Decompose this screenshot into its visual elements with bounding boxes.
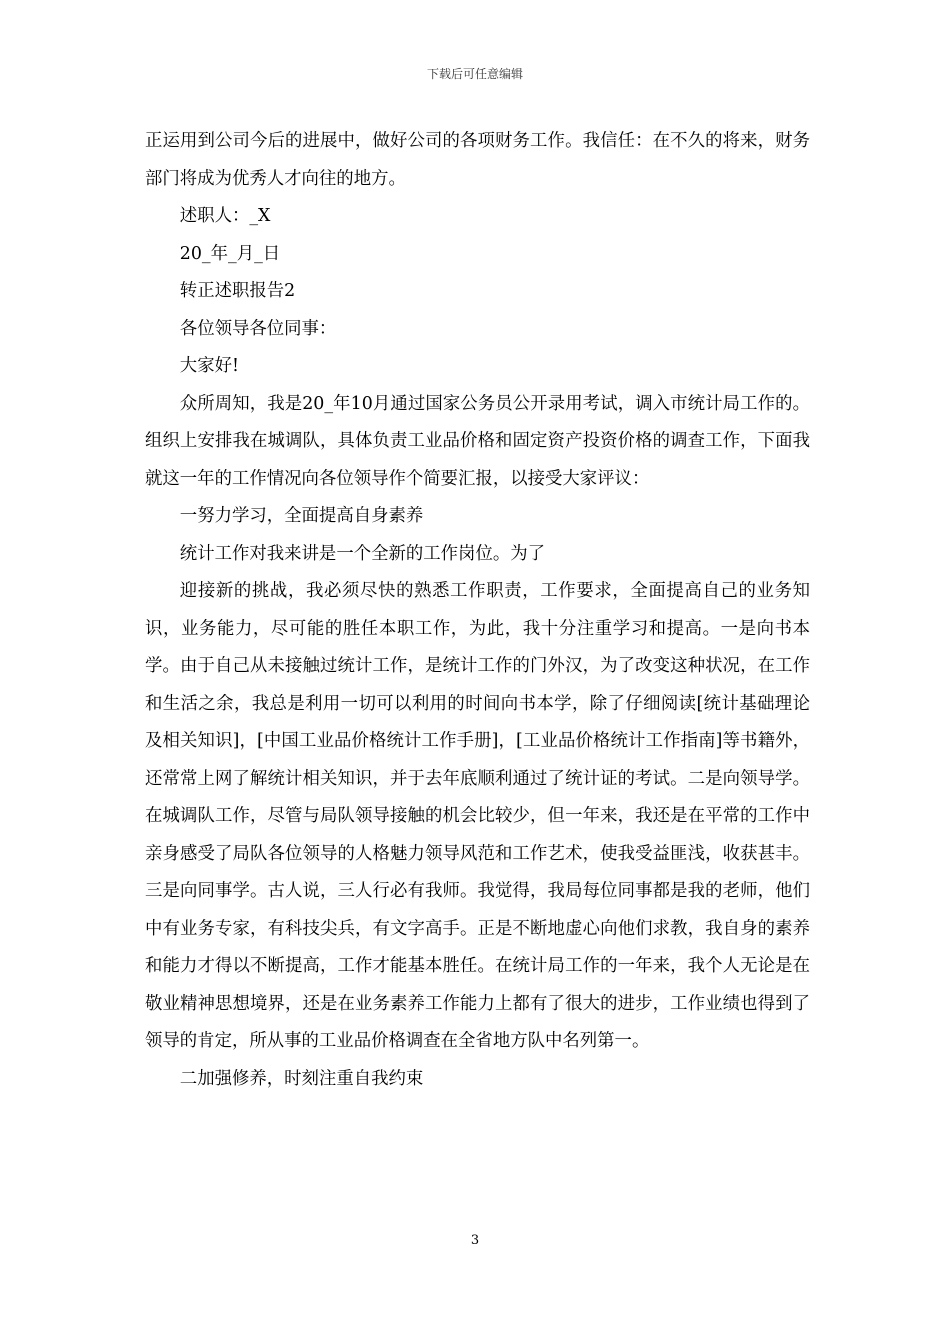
paragraph: 正运用到公司今后的进展中，做好公司的各项财务工作。我信任：在不久的将来，财务部门将成为优秀人才向往的地方。: [145, 131, 810, 189]
paragraph: 20_年_月_日: [179, 243, 281, 264]
paragraph: 各位领导各位同事：: [179, 318, 337, 339]
paragraph: 二加强修养，时刻注重自我约束: [179, 1068, 424, 1089]
paragraph: 转正述职报告2: [179, 281, 296, 301]
paragraph: 迎接新的挑战，我必须尽快的熟悉工作职责，工作要求，全面提高自己的业务知识，业务能力，尽可能的胜任本职工作，为此，我十分注重学习和提高。一是向书本学。由于自己从未接触过统计工作，是统计工作的门外汉，为了改变这种状况，在工作和生活之余，我总是利用一切可以利用的时间向书本学，除了仔细阅读[统计基础理论及相关知识]，[中国工业品价格统计工作手册]，[工业品价格统计工作指南]等书籍外，还常常上网了解统计相关知识，并于去年底顺利通过了统计证的考试。二是向领导学。在城调队工作，尽管与局队领导接触的机会比较少，但一年来，我还是在平常的工作中亲身感受了局队各位领导的人格魅力领导风范和工作艺术，使我受益匪浅，收获甚丰。三是向同事学。古人说，三人行必有我师。我觉得，我局每位同事都是我的老师，他们中有业务专家，有科技尖兵，有文字高手。正是不断地虚心向他们求教，我自身的素养和能力才得以不断提高，工作才能基本胜任。在统计局工作的一年来，我个人无论是在敬业精神思想境界，还是在业务素养工作能力上都有了很大的进步，工作业绩也得到了领导的肯定，所从事的工业品价格调查在全省地方队中名列第一。: [145, 581, 810, 1051]
paragraph: 大家好!: [179, 356, 239, 376]
paragraph: 述职人：_X: [179, 206, 271, 226]
document-body: [145, 123, 810, 1098]
page-number: 3: [470, 1233, 480, 1248]
header-note: 下载后可任意编辑: [426, 67, 523, 81]
paragraph: 统计工作对我来讲是一个全新的工作岗位。为了: [179, 543, 546, 564]
paragraph: 众所周知，我是20_年10月通过国家公务员公开录用考试，调入市统计局工作的。组织上安排我在城调队，具体负责工业品价格和固定资产投资价格的调查工作，下面我就这一年的工作情况向各位领导作个简要汇报，以接受大家评议：: [145, 393, 810, 489]
paragraph: 一努力学习，全面提高自身素养: [179, 506, 424, 526]
